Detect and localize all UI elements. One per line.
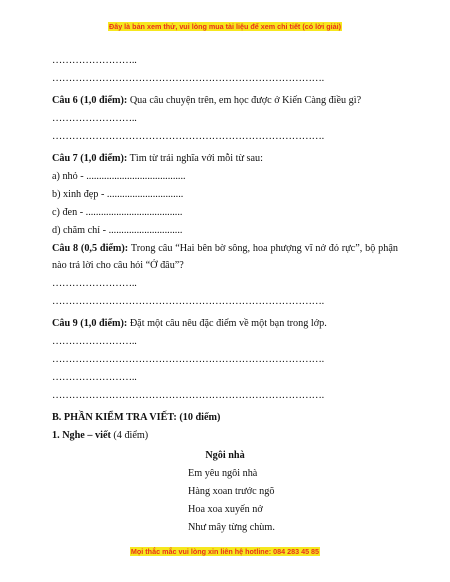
question-8-text: Trong câu “Hai bên bờ sông, hoa phượng vĩ nở đỏ rực”, bộ phận nào trả lời cho câu hỏi “Ở đâu”? bbox=[52, 243, 398, 271]
hotline-footer bbox=[0, 547, 450, 556]
question-7-label: Câu 7 (1,0 điểm): bbox=[52, 153, 128, 164]
question-7-item-b: b) xinh đẹp - .............................. bbox=[52, 189, 184, 200]
question-6-text: Qua câu chuyện trên, em học được ở Kiến Càng điều gì? bbox=[127, 95, 362, 106]
poem-line: Như mây từng chùm. bbox=[188, 522, 275, 533]
question-7-item-a: a) nhỏ - ....................................... bbox=[52, 171, 186, 182]
poem-line: Em yêu ngôi nhà bbox=[188, 468, 258, 479]
answer-line-short: …………………….. bbox=[52, 278, 137, 289]
question-7 bbox=[52, 150, 398, 168]
answer-line-long: ………………………………………………………………………. bbox=[52, 73, 325, 84]
answer-line-long: ………………………………………………………………………. bbox=[52, 131, 325, 142]
question-9-text: Đặt một câu nêu đặc điểm về một bạn trong lớp. bbox=[127, 318, 327, 329]
worksheet-content bbox=[52, 52, 398, 537]
question-9-label: Câu 9 (1,0 điểm): bbox=[52, 318, 128, 329]
poem-body bbox=[188, 465, 398, 537]
question-7-item-c: c) đen - ...................................... bbox=[52, 207, 183, 218]
answer-line-short: …………………….. bbox=[52, 336, 137, 347]
answer-line-long: ………………………………………………………………………. bbox=[52, 390, 325, 401]
answer-line-long: ………………………………………………………………………. bbox=[52, 354, 325, 365]
poem-title: Ngôi nhà bbox=[205, 450, 245, 461]
poem-line: Hoa xoa xuyến nở bbox=[188, 504, 263, 515]
question-6 bbox=[52, 92, 398, 110]
part-1-label: 1. Nghe – viết bbox=[52, 430, 111, 441]
question-9 bbox=[52, 315, 398, 333]
answer-line-short: …………………….. bbox=[52, 55, 137, 66]
answer-line-long: ………………………………………………………………………. bbox=[52, 296, 325, 307]
question-8-label: Câu 8 (0,5 điểm): bbox=[52, 243, 129, 254]
section-b-heading: B. PHẦN KIỂM TRA VIẾT: (10 điểm) bbox=[52, 412, 221, 423]
question-8 bbox=[52, 240, 398, 274]
poem-line: Hàng xoan trước ngõ bbox=[188, 486, 275, 497]
question-6-label: Câu 6 (1,0 điểm): bbox=[52, 95, 128, 106]
hotline-text: Mọi thắc mắc vui lòng xin liên hệ hotline: 084 283 45 85 bbox=[130, 547, 320, 556]
answer-line-short: …………………….. bbox=[52, 372, 137, 383]
answer-line-short: …………………….. bbox=[52, 113, 137, 124]
part-1-heading bbox=[52, 427, 398, 445]
part-1-points: (4 điểm) bbox=[110, 430, 149, 441]
preview-notice-banner bbox=[0, 22, 450, 31]
question-7-text: Tìm từ trái nghĩa với mỗi từ sau: bbox=[127, 153, 263, 164]
preview-notice-text: Đây là bản xem thử, vui lòng mua tài liệu để xem chi tiết (có lời giải) bbox=[109, 22, 341, 31]
question-7-item-d: d) chăm chỉ - ............................. bbox=[52, 225, 183, 236]
